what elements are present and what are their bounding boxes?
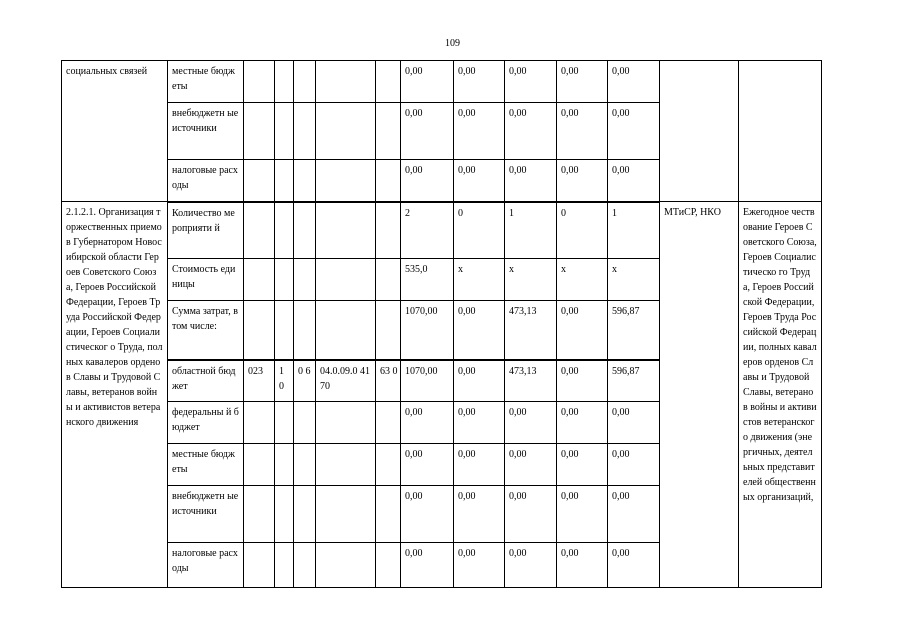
csr-code: 04.0.09.0 4170	[316, 360, 376, 402]
value-cell: 0,00	[505, 402, 557, 444]
table-row	[62, 202, 822, 259]
value-cell: 473,13	[505, 301, 557, 360]
funding-source: местные бюджеты	[168, 444, 244, 486]
value-cell: 0,00	[454, 444, 505, 486]
value-cell: 596,87	[608, 301, 660, 360]
rz-code: 1 0	[275, 360, 294, 402]
value-cell: 0,00	[454, 543, 505, 588]
value-cell: x	[454, 259, 505, 301]
value-cell: 0,00	[454, 486, 505, 543]
value-cell: 0	[557, 202, 608, 259]
funding-source: внебюджетн ые источники	[168, 486, 244, 543]
value-cell: 0,00	[608, 61, 660, 103]
value-cell: 0,00	[505, 103, 557, 160]
value-cell: 0,00	[608, 444, 660, 486]
value-cell: 2	[401, 202, 454, 259]
executor-cell: МТиСР, НКО	[660, 202, 739, 588]
value-cell: 0,00	[608, 543, 660, 588]
value-cell: x	[505, 259, 557, 301]
value-cell: 0,00	[557, 486, 608, 543]
result-cell: Ежегодное чествование Героев Советского Союза, Героев Социалистическо го Труда, Героев Российской Федерации, Героев Труда Российской Федерации, полных кавалеров орденов Славы и Трудовой Славы, ветеранов войны и активистов ветеранского движения (энергичных, деятельных представителей общественных организаций,	[739, 202, 822, 588]
value-cell: 0,00	[401, 160, 454, 202]
result-cell	[739, 61, 822, 202]
value-cell: 0,00	[454, 301, 505, 360]
value-cell: 1070,00	[401, 360, 454, 402]
funding-source: Количество мероприяти й	[168, 202, 244, 259]
value-cell: 596,87	[608, 360, 660, 402]
value-cell: 0,00	[505, 160, 557, 202]
value-cell: 0,00	[608, 160, 660, 202]
value-cell: 1070,00	[401, 301, 454, 360]
value-cell: 535,0	[401, 259, 454, 301]
value-cell: x	[557, 259, 608, 301]
value-cell: 0,00	[557, 301, 608, 360]
activity-name-cell: 2.1.2.1. Организация торжественных приемов Губернатором Новосибирской области Героев Советского Союза, Героев Российской Федерации, Героев Труда Российской Федерации, Героев Социалистическог о Труда, полных кавалеров орденов Славы и Трудовой Славы, ветеранов войны и активистов ветеранского движения	[62, 202, 168, 588]
value-cell: 0,00	[401, 543, 454, 588]
value-cell: 0,00	[557, 360, 608, 402]
budget-table	[61, 60, 822, 588]
value-cell: x	[608, 259, 660, 301]
value-cell: 473,13	[505, 360, 557, 402]
value-cell: 0,00	[557, 543, 608, 588]
value-cell: 0,00	[454, 360, 505, 402]
table-row	[62, 61, 822, 103]
funding-source: внебюджетн ые источники	[168, 103, 244, 160]
value-cell: 0,00	[401, 486, 454, 543]
value-cell: 1	[608, 202, 660, 259]
value-cell: 0,00	[454, 103, 505, 160]
activity-name-cell: социальных связей	[62, 61, 168, 202]
value-cell: 0,00	[505, 486, 557, 543]
funding-source: федеральны й бюджет	[168, 402, 244, 444]
value-cell: 0,00	[454, 402, 505, 444]
value-cell: 0,00	[505, 61, 557, 103]
value-cell: 0,00	[401, 444, 454, 486]
value-cell: 0,00	[505, 543, 557, 588]
value-cell: 0,00	[608, 486, 660, 543]
value-cell: 0,00	[608, 402, 660, 444]
funding-source: местные бюджеты	[168, 61, 244, 103]
value-cell: 0,00	[505, 444, 557, 486]
value-cell: 0,00	[557, 160, 608, 202]
value-cell: 0,00	[557, 444, 608, 486]
funding-source: налоговые расходы	[168, 543, 244, 588]
value-cell: 1	[505, 202, 557, 259]
funding-source: Сумма затрат, в том числе:	[168, 301, 244, 360]
value-cell: 0,00	[401, 103, 454, 160]
value-cell: 0,00	[401, 402, 454, 444]
value-cell: 0,00	[454, 61, 505, 103]
grbs-code: 023	[244, 360, 275, 402]
value-cell: 0,00	[557, 61, 608, 103]
value-cell: 0,00	[454, 160, 505, 202]
value-cell: 0,00	[557, 103, 608, 160]
value-cell: 0,00	[557, 402, 608, 444]
pr-code: 0 6	[294, 360, 316, 402]
value-cell: 0	[454, 202, 505, 259]
funding-source: областной бюджет	[168, 360, 244, 402]
funding-source: налоговые расходы	[168, 160, 244, 202]
vr-code: 63 0	[376, 360, 401, 402]
value-cell: 0,00	[608, 103, 660, 160]
funding-source: Стоимость единицы	[168, 259, 244, 301]
value-cell: 0,00	[401, 61, 454, 103]
page-number: 109	[445, 38, 460, 49]
executor-cell	[660, 61, 739, 202]
